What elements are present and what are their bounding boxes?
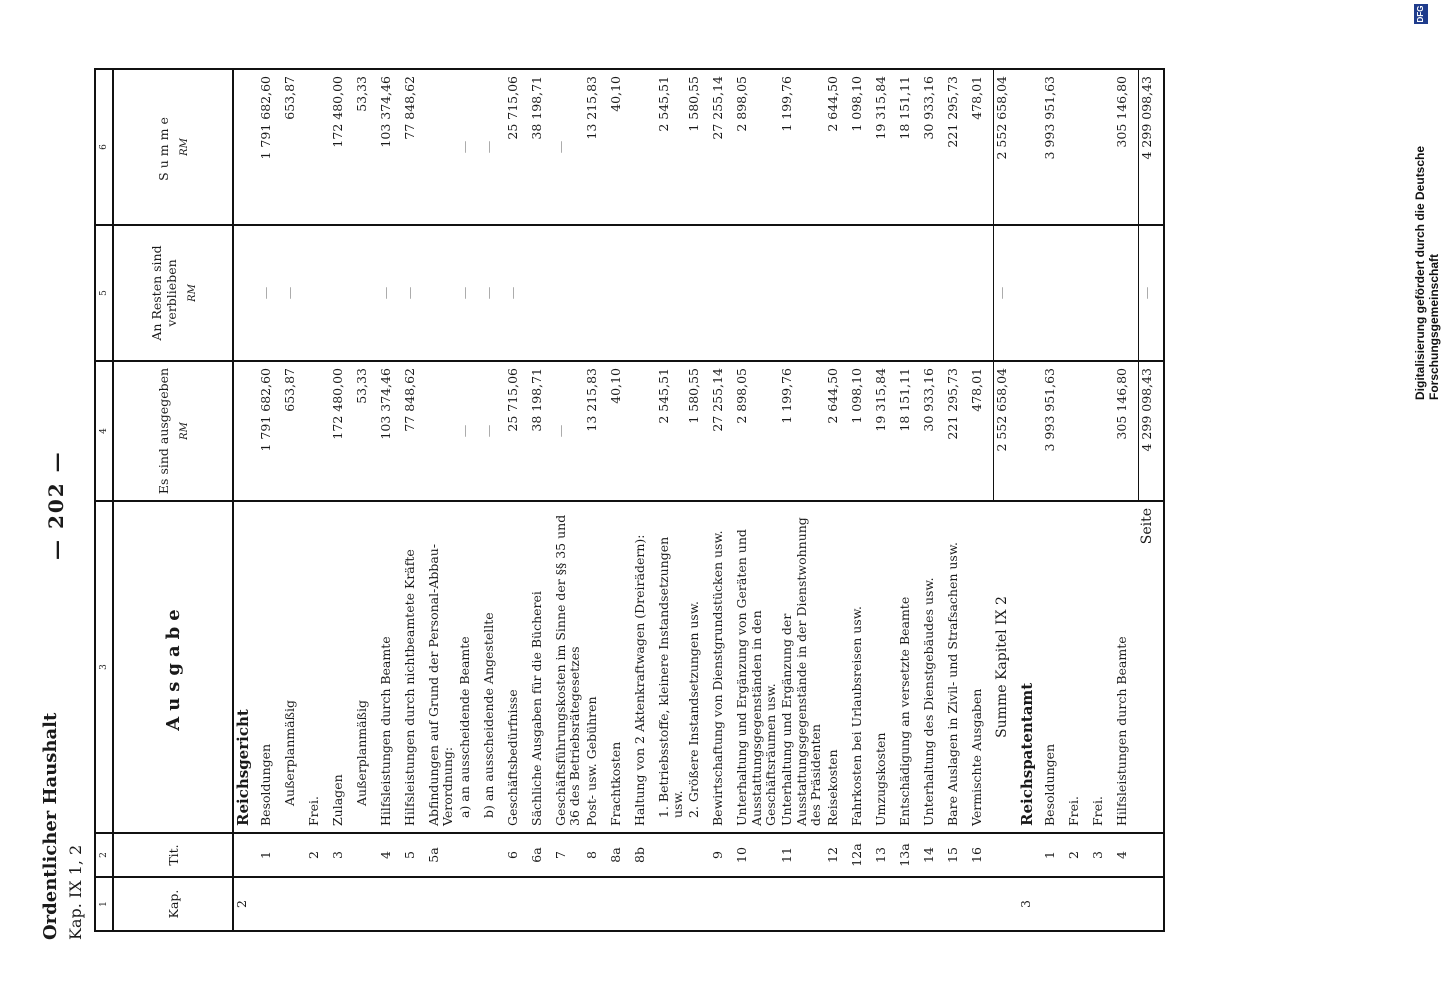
section-title-row <box>1018 69 1042 931</box>
column-number-row <box>95 69 113 931</box>
amount-total: 38 198,71 <box>529 69 553 225</box>
amount-spent <box>233 361 258 501</box>
amount-spent: 77 848,62 <box>402 361 426 501</box>
tit-number: 5 <box>402 833 426 877</box>
kap-number <box>825 877 849 931</box>
amount-total: 478,01 <box>969 69 994 225</box>
amount-remaining <box>779 225 824 361</box>
amount-remaining <box>1090 225 1114 361</box>
item-description: b) an ausscheidende Angestellte <box>481 501 505 833</box>
item-description: Bewirtschaftung von Dienstgrundstücken usw. <box>710 501 734 833</box>
item-description: Außerplanmäßig <box>354 501 378 833</box>
tit-number: 8b <box>632 833 656 877</box>
item-description: Hilfsleistungen durch Beamte <box>1114 501 1139 833</box>
amount-remaining <box>1114 225 1139 361</box>
amount-remaining <box>873 225 897 361</box>
tit-number: 3 <box>330 833 354 877</box>
kap-number <box>1042 877 1066 931</box>
amount-total: 30 933,16 <box>921 69 945 225</box>
table-row <box>354 69 378 931</box>
item-description: Umzugskosten <box>873 501 897 833</box>
amount-total: 40,10 <box>608 69 632 225</box>
tit-number: 6 <box>505 833 529 877</box>
header-summe-label: Summe <box>156 113 171 181</box>
table-row <box>825 69 849 931</box>
kap-number <box>993 877 1018 931</box>
tit-number: 13 <box>873 833 897 877</box>
tit-number: 11 <box>779 833 824 877</box>
kap-number <box>505 877 529 931</box>
item-description: Fahrkosten bei Urlaubsreisen usw. <box>849 501 873 833</box>
amount-remaining <box>1018 225 1042 361</box>
page-total-row <box>1138 69 1164 931</box>
section-title: Reichspatentamt <box>1018 501 1042 833</box>
table-row <box>378 69 402 931</box>
tit-number: 2 <box>1066 833 1090 877</box>
amount-remaining <box>584 225 608 361</box>
amount-total: 1 791 682,60 <box>258 69 282 225</box>
header-unit: RM <box>179 422 190 440</box>
kap-number <box>873 877 897 931</box>
tit-number: 8 <box>584 833 608 877</box>
amount-remaining: — <box>402 225 426 361</box>
amount-spent: — <box>553 361 584 501</box>
amount-spent: 1 098,10 <box>849 361 873 501</box>
tit-number: 16 <box>969 833 994 877</box>
table-row <box>608 69 632 931</box>
amount-spent: — <box>481 361 505 501</box>
item-description: Frei. <box>306 501 330 833</box>
header-ausgabe-label: Ausgabe <box>162 603 184 731</box>
amount-spent: 1 580,55 <box>686 361 710 501</box>
sum-total: 2 552 658,04 <box>993 69 1018 225</box>
page-header-title: Ordentlicher Haushalt <box>40 712 61 940</box>
header-ausgegeben-label: Es sind ausgegeben <box>156 367 171 495</box>
col-number: 6 <box>95 69 113 225</box>
amount-total <box>306 69 330 225</box>
item-description: Vermischte Ausgaben <box>969 501 994 833</box>
page-header-subtitle: Kap. IX 1, 2 <box>66 844 85 940</box>
item-description: Unterhaltung und Ergänzung der Ausstattungsgegenstände in der Dienstwohnung des Präsidenten <box>779 501 824 833</box>
item-description: Außerplanmäßig <box>282 501 306 833</box>
kap-number <box>282 877 306 931</box>
amount-spent: 53,33 <box>354 361 378 501</box>
amount-spent: 653,87 <box>282 361 306 501</box>
table-row <box>897 69 921 931</box>
sum-spent: 4 299 098,43 <box>1138 361 1164 501</box>
col-number: 2 <box>95 833 113 877</box>
tit-number: 4 <box>378 833 402 877</box>
header-ausgegeben <box>113 361 233 501</box>
header-summe <box>113 69 233 225</box>
amount-spent <box>632 361 656 501</box>
amount-remaining <box>632 225 656 361</box>
table-row <box>686 69 710 931</box>
item-description: Geschäftsführungskosten im Sinne der §§ 35 und 36 des Betriebsrätegesetzes <box>553 501 584 833</box>
amount-total: 2 898,05 <box>734 69 779 225</box>
amount-spent: 1 791 682,60 <box>258 361 282 501</box>
kap-number <box>897 877 921 931</box>
kap-number <box>306 877 330 931</box>
item-description: Hilfsleistungen durch Beamte <box>378 501 402 833</box>
amount-spent <box>1066 361 1090 501</box>
amount-spent <box>1090 361 1114 501</box>
sum-total: 4 299 098,43 <box>1138 69 1164 225</box>
amount-spent <box>1018 361 1042 501</box>
amount-remaining <box>710 225 734 361</box>
tit-number: 15 <box>945 833 969 877</box>
tit-number: 10 <box>734 833 779 877</box>
amount-remaining: — <box>378 225 402 361</box>
tit-number: 7 <box>553 833 584 877</box>
amount-spent: 38 198,71 <box>529 361 553 501</box>
amount-total: 19 315,84 <box>873 69 897 225</box>
item-description: a) an ausscheidende Beamte <box>457 501 481 833</box>
item-description: Frachtkosten <box>608 501 632 833</box>
chapter-sum-label: Summe Kapitel IX 2 <box>993 501 1018 833</box>
amount-spent: 305 146,80 <box>1114 361 1139 501</box>
amount-remaining <box>656 225 687 361</box>
kap-number <box>529 877 553 931</box>
tit-number <box>686 833 710 877</box>
col-number: 3 <box>95 501 113 833</box>
kap-number <box>969 877 994 931</box>
tit-number: 2 <box>306 833 330 877</box>
kap-number <box>258 877 282 931</box>
tit-number: 5a <box>426 833 457 877</box>
amount-remaining <box>945 225 969 361</box>
col-number: 5 <box>95 225 113 361</box>
chapter-sum-row <box>993 69 1018 931</box>
table-row <box>402 69 426 931</box>
amount-spent: 25 715,06 <box>505 361 529 501</box>
table-row <box>945 69 969 931</box>
header-ausgabe <box>113 501 233 833</box>
kap-number <box>426 877 457 931</box>
item-description: Unterhaltung des Dienstgebäudes usw. <box>921 501 945 833</box>
amount-total: — <box>553 69 584 225</box>
table-row <box>505 69 529 931</box>
col-number: 4 <box>95 361 113 501</box>
amount-remaining <box>233 225 258 361</box>
amount-remaining: — <box>505 225 529 361</box>
kap-number <box>584 877 608 931</box>
item-description: 1. Betriebsstoffe, kleinere Instandsetzungen usw. <box>656 501 687 833</box>
amount-spent: 2 898,05 <box>734 361 779 501</box>
kap-number <box>710 877 734 931</box>
amount-remaining <box>1042 225 1066 361</box>
amount-remaining <box>921 225 945 361</box>
amount-total: 1 199,76 <box>779 69 824 225</box>
kap-number <box>1066 877 1090 931</box>
tit-number: 13a <box>897 833 921 877</box>
amount-spent: 19 315,84 <box>873 361 897 501</box>
item-description: Haltung von 2 Aktenkraftwagen (Dreirädern): <box>632 501 656 833</box>
kap-number <box>1090 877 1114 931</box>
header-kap: Kap. <box>113 877 233 931</box>
table-row <box>1066 69 1090 931</box>
amount-total: 13 215,83 <box>584 69 608 225</box>
amount-remaining <box>354 225 378 361</box>
table-row <box>849 69 873 931</box>
amount-total: 172 480,00 <box>330 69 354 225</box>
amount-total: 2 644,50 <box>825 69 849 225</box>
amount-spent: 30 933,16 <box>921 361 945 501</box>
table-row <box>258 69 282 931</box>
amount-total: 221 295,73 <box>945 69 969 225</box>
tit-number <box>457 833 481 877</box>
amount-spent: 27 255,14 <box>710 361 734 501</box>
amount-spent: 2 545,51 <box>656 361 687 501</box>
tit-number: 14 <box>921 833 945 877</box>
item-description: Entschädigung an versetzte Beamte <box>897 501 921 833</box>
amount-total <box>233 69 258 225</box>
tit-number <box>481 833 505 877</box>
tit-number <box>1018 833 1042 877</box>
table-row <box>457 69 481 931</box>
table-row <box>969 69 994 931</box>
amount-remaining: — <box>481 225 505 361</box>
kap-number <box>921 877 945 931</box>
tit-number <box>1138 833 1164 877</box>
item-description: Post- usw. Gebühren <box>584 501 608 833</box>
amount-remaining <box>553 225 584 361</box>
amount-total: 2 545,51 <box>656 69 687 225</box>
amount-spent: — <box>457 361 481 501</box>
item-description: Frei. <box>1090 501 1114 833</box>
kap-number <box>632 877 656 931</box>
amount-remaining <box>825 225 849 361</box>
table-row <box>584 69 608 931</box>
item-description: Reisekosten <box>825 501 849 833</box>
amount-spent: 2 644,50 <box>825 361 849 501</box>
amount-total <box>1018 69 1042 225</box>
tit-number <box>354 833 378 877</box>
tit-number <box>993 833 1018 877</box>
table-row <box>1042 69 1066 931</box>
amount-total: 25 715,06 <box>505 69 529 225</box>
table-row <box>330 69 354 931</box>
sum-remaining: — <box>993 225 1018 361</box>
header-resten <box>113 225 233 361</box>
amount-total: 18 151,11 <box>897 69 921 225</box>
amount-total <box>1090 69 1114 225</box>
tit-number <box>233 833 258 877</box>
table-body <box>233 69 1164 931</box>
amount-remaining <box>969 225 994 361</box>
amount-total: 1 580,55 <box>686 69 710 225</box>
amount-total <box>1066 69 1090 225</box>
amount-remaining <box>426 225 457 361</box>
amount-spent: 18 151,11 <box>897 361 921 501</box>
table-row <box>426 69 457 931</box>
item-description: 2. Größere Instandsetzungen usw. <box>686 501 710 833</box>
table-row <box>873 69 897 931</box>
item-description: Unterhaltung und Ergänzung von Geräten und Ausstattungsgegenständen in den Geschäftsräumen usw. <box>734 501 779 833</box>
kap-number <box>457 877 481 931</box>
amount-spent: 40,10 <box>608 361 632 501</box>
kap-number: 2 <box>233 877 258 931</box>
table-row <box>779 69 824 931</box>
item-description: Abfindungen auf Grund der Personal-Abbau-Verordnung: <box>426 501 457 833</box>
amount-spent <box>426 361 457 501</box>
item-description: Zulagen <box>330 501 354 833</box>
amount-spent: 13 215,83 <box>584 361 608 501</box>
amount-remaining <box>849 225 873 361</box>
column-header-row <box>113 69 233 931</box>
budget-table <box>94 68 1165 932</box>
section-title-row <box>233 69 258 931</box>
kap-number <box>378 877 402 931</box>
kap-number <box>330 877 354 931</box>
tit-number: 8a <box>608 833 632 877</box>
amount-total: 653,87 <box>282 69 306 225</box>
amount-total <box>632 69 656 225</box>
table-row <box>306 69 330 931</box>
amount-total: 1 098,10 <box>849 69 873 225</box>
header-tit: Tit. <box>113 833 233 877</box>
amount-remaining <box>897 225 921 361</box>
header-resten-label: An Resten sind verblieben <box>148 245 179 341</box>
kap-number <box>402 877 426 931</box>
kap-number <box>656 877 687 931</box>
tit-number: 9 <box>710 833 734 877</box>
amount-total: 3 993 951,63 <box>1042 69 1066 225</box>
tit-number: 12 <box>825 833 849 877</box>
amount-remaining <box>306 225 330 361</box>
item-description: Bare Auslagen in Zivil- und Strafsachen usw. <box>945 501 969 833</box>
table-row <box>553 69 584 931</box>
kap-number <box>849 877 873 931</box>
amount-spent <box>306 361 330 501</box>
dfg-logo-icon: DFG <box>1414 4 1428 24</box>
table-row <box>710 69 734 931</box>
amount-remaining <box>330 225 354 361</box>
tit-number: 1 <box>1042 833 1066 877</box>
kap-number <box>553 877 584 931</box>
tit-number: 6a <box>529 833 553 877</box>
table-row <box>1090 69 1114 931</box>
amount-remaining: — <box>457 225 481 361</box>
table-row <box>282 69 306 931</box>
amount-remaining <box>686 225 710 361</box>
item-description: Sächliche Ausgaben für die Bücherei <box>529 501 553 833</box>
table-row <box>734 69 779 931</box>
item-description: Besoldungen <box>258 501 282 833</box>
item-description: Hilfsleistungen durch nichtbeamtete Kräfte <box>402 501 426 833</box>
kap-number: 3 <box>1018 877 1042 931</box>
amount-spent: 172 480,00 <box>330 361 354 501</box>
kap-number <box>945 877 969 931</box>
table-row <box>921 69 945 931</box>
kap-number <box>779 877 824 931</box>
amount-total <box>426 69 457 225</box>
amount-spent: 221 295,73 <box>945 361 969 501</box>
kap-number <box>608 877 632 931</box>
sum-remaining: — <box>1138 225 1164 361</box>
table-row <box>529 69 553 931</box>
kap-number <box>481 877 505 931</box>
amount-total: 103 374,46 <box>378 69 402 225</box>
amount-remaining: — <box>258 225 282 361</box>
tit-number <box>656 833 687 877</box>
amount-remaining <box>1066 225 1090 361</box>
table-row <box>632 69 656 931</box>
amount-spent: 478,01 <box>969 361 994 501</box>
amount-total: 77 848,62 <box>402 69 426 225</box>
item-description: Geschäftsbedürfnisse <box>505 501 529 833</box>
page-total-label: Seite <box>1138 501 1164 833</box>
tit-number: 4 <box>1114 833 1139 877</box>
amount-remaining <box>529 225 553 361</box>
item-description: Frei. <box>1066 501 1090 833</box>
amount-spent: 3 993 951,63 <box>1042 361 1066 501</box>
kap-number <box>734 877 779 931</box>
table-row <box>481 69 505 931</box>
tit-number: 12a <box>849 833 873 877</box>
item-description: Besoldungen <box>1042 501 1066 833</box>
kap-number <box>354 877 378 931</box>
kap-number <box>1114 877 1139 931</box>
sum-spent: 2 552 658,04 <box>993 361 1018 501</box>
amount-remaining <box>734 225 779 361</box>
kap-number <box>686 877 710 931</box>
amount-spent: 103 374,46 <box>378 361 402 501</box>
section-title: Reichsgericht <box>233 501 258 833</box>
kap-number <box>1138 877 1164 931</box>
amount-remaining <box>608 225 632 361</box>
header-unit: RM <box>186 284 198 302</box>
amount-remaining: — <box>282 225 306 361</box>
table-row <box>656 69 687 931</box>
col-number: 1 <box>95 877 113 931</box>
amount-total: 53,33 <box>354 69 378 225</box>
tit-number: 3 <box>1090 833 1114 877</box>
tit-number <box>282 833 306 877</box>
table-row <box>1114 69 1139 931</box>
digitization-credit: Digitalisierung gefördert durch die Deutsche Forschungsgemeinschaft <box>1413 145 1441 400</box>
amount-total: 27 255,14 <box>710 69 734 225</box>
amount-total: — <box>481 69 505 225</box>
page-number: — 202 — <box>44 450 68 560</box>
amount-total: 305 146,80 <box>1114 69 1139 225</box>
header-unit: RM <box>179 138 190 156</box>
tit-number: 1 <box>258 833 282 877</box>
amount-total: — <box>457 69 481 225</box>
amount-spent: 1 199,76 <box>779 361 824 501</box>
